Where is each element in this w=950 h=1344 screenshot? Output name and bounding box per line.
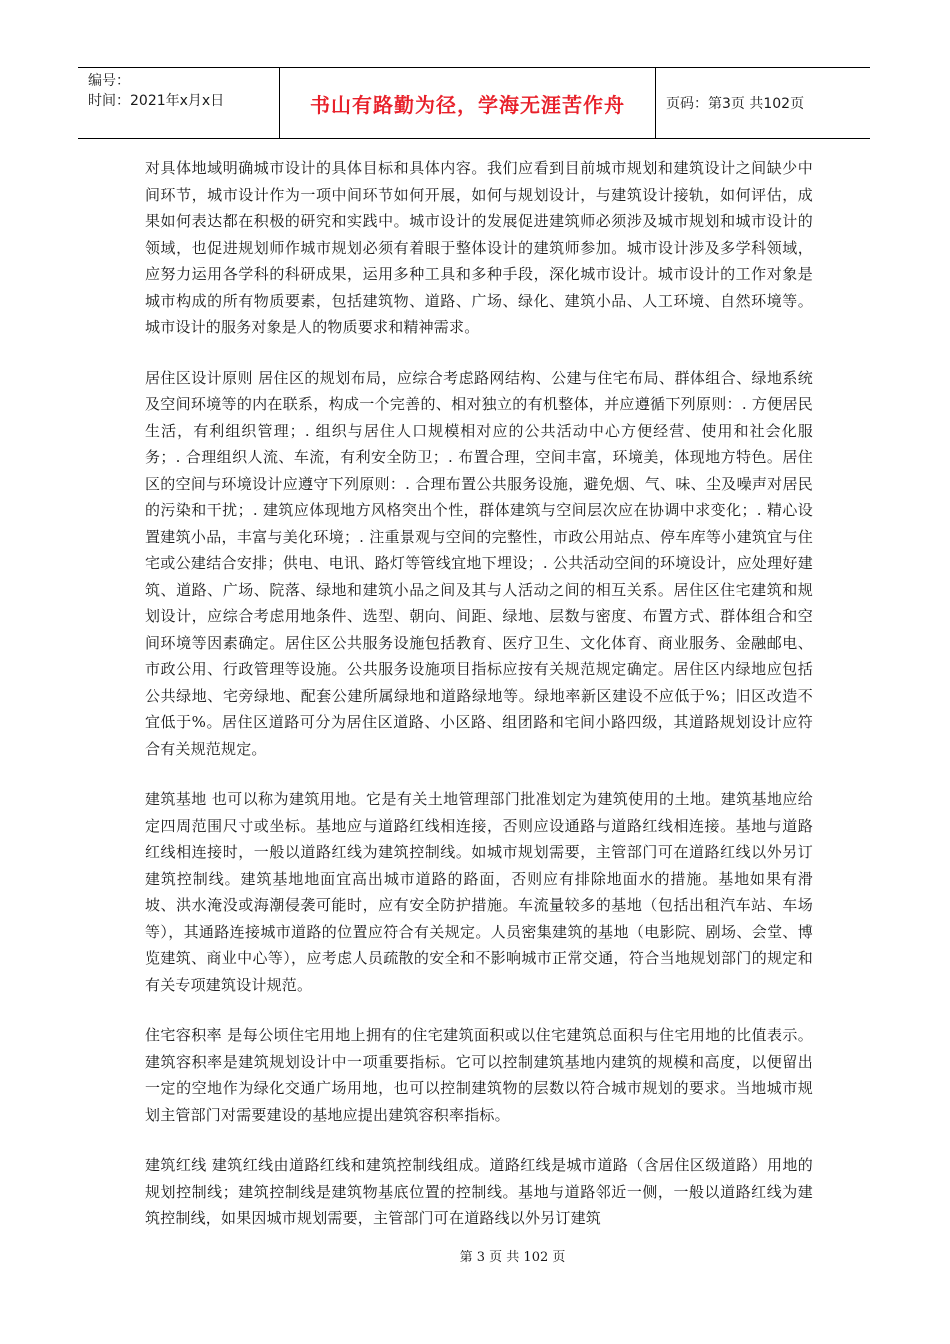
- paragraph-floor-area-ratio: 住宅容积率 是每公顷住宅用地上拥有的住宅建筑面积或以住宅建筑总面积与住宅用地的比值表示。建筑容积率是建筑规划设计中一项重要指标。它可以控制建筑基地内建筑的规模和高度，以便留出一定的空地作为绿化交通广场用地，也可以控制建筑物的层数以符合城市规划的要求。当地城市规划主管部门对需要建设的基地应提出建筑容积率指标。: [145, 1026, 813, 1124]
- paragraph-residential-principles: 居住区设计原则 居住区的规划布局，应综合考虑路网结构、公建与住宅布局、群体组合、绿地系统及空间环境等的内在联系，构成一个完善的、相对独立的有机整体，并应遵循下列原则：. 方便居民生活，有利组织管理；. 组织与居住人口规模相对应的公共活动中心方便经营、使用和社会化服务；. 合理组织人流、车流，有利安全防卫；. 布置合理，空间丰富，环境美，体现地方特色。居住区的空间与环境设计应遵守下列原则：. 合理布置公共服务设施，避免烟、气、味、尘及噪声对居民的污染和干扰；. 建筑应体现地方风格突出个性，群体建筑与空间层次应在协调中求变化；. 精心设置建筑小品，丰富与美化环境；. 注重景观与空间的完整性，市政公用站点、停车库等小建筑宜与住宅或公建结合安排；供电、电讯、路灯等管线宜地下埋设；. 公共活动空间的环境设计，应处理好建筑、道路、广场、院落、绿地和建筑小品之间及其与人活动之间的相互关系。居住区住宅建筑和规划设计，应综合考虑用地条件、选型、朝向、间距、绿地、层数与密度、布置方式、群体组合和空间环境等因素确定。居住区公共服务设施包括教育、医疗卫生、文化体育、商业服务、金融邮电、市政公用、行政管理等设施。公共服务设施项目指标应按有关规范规定确定。居住区内绿地应包括公共绿地、宅旁绿地、配套公建所属绿地和道路绿地等。绿地率新区建设不应低于%；旧区改造不宜低于%。居住区道路可分为居住区道路、小区路、组团路和宅间小路四级，其道路规划设计应符合有关规范规定。: [145, 368, 813, 758]
- code-label: 编号：: [88, 73, 130, 89]
- page-footer: 第 3 页 共 102 页: [459, 1250, 566, 1265]
- time-label: 时间：2021年x月x日: [88, 93, 225, 109]
- paragraph-building-red-line: 建筑红线 建筑红线由道路红线和建筑控制线组成。道路红线是城市道路（含居住区级道路）用地的规划控制线；建筑控制线是建筑物基底位置的控制线。基地与道路邻近一侧，一般以道路红线为建筑控制线，如果因城市规划需要，主管部门可在道路线以外另订建筑: [145, 1156, 813, 1227]
- paragraph-building-site: 建筑基地 也可以称为建筑用地。它是有关土地管理部门批准划定为建筑使用的土地。建筑基地应给定四周范围尺寸或坐标。基地应与道路红线相连接，否则应设通路与道路红线相连接。基地与道路红线相连接时，一般以道路红线为建筑控制线。如城市规划需要，主管部门可在道路红线以外另订建筑控制线。建筑基地地面宜高出城市道路的路面，否则应有排除地面水的措施。基地如果有滑坡、洪水淹没或海潮侵袭可能时，应有安全防护措施。车流量较多的基地（包括出租汽车站、车场等），其通路连接城市道路的位置应符合有关规定。人员密集建筑的基地（电影院、剧场、会堂、博览建筑、商业中心等），应考虑人员疏散的安全和不影响城市正常交通，符合当地规划部门的规定和有关专项建筑设计规范。: [145, 790, 813, 994]
- header-motto: 书山有路勤为径，学海无涯苦作舟: [280, 68, 656, 138]
- page-header: [78, 67, 870, 139]
- document-body: [145, 155, 813, 1256]
- header-page-info: 页码：第3页 共102页: [666, 96, 805, 112]
- header-meta: [78, 68, 280, 138]
- paragraph-urban-design: 对具体地域明确城市设计的具体目标和具体内容。我们应看到目前城市规划和建筑设计之间缺少中间环节，城市设计作为一项中间环节如何开展，如何与规划设计，与建筑设计接轨，如何评估，成果如何表达都在积极的研究和实践中。城市设计的发展促进建筑师必须涉及城市规划和城市设计的领域，也促进规划师作城市规划必须有着眼于整体设计的建筑师参加。城市设计涉及多学科领域，应努力运用各学科的科研成果，运用多种工具和多种手段，深化城市设计。城市设计的工作对象是城市构成的所有物质要素，包括建筑物、道路、广场、绿化、建筑小品、人工环境、自然环境等。城市设计的服务对象是人的物质要求和精神需求。: [145, 159, 813, 336]
